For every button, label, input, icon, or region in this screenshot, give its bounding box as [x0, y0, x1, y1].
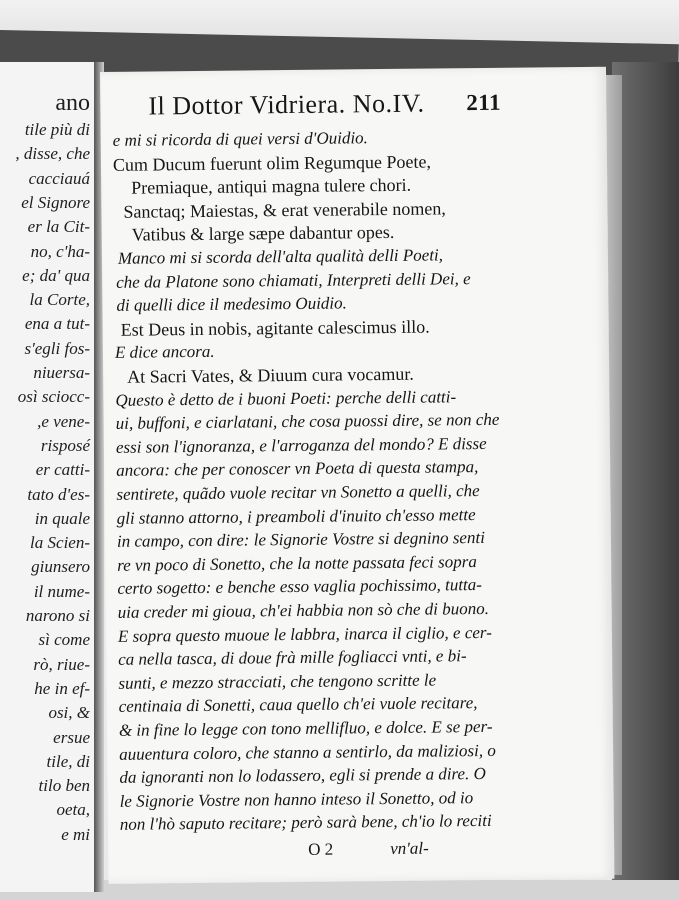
left-page-line-fragment: ,e vene- — [37, 411, 90, 431]
text-line: Est Deus in nobis, agitante calescimus illo. — [120, 316, 430, 340]
text-line: certo sogetto: e benche esso vaglia pochissimo, tutta- — [117, 575, 482, 599]
text-line: ca nella tasca, di doue frà mille fogliacci vnti, e bi- — [118, 646, 467, 670]
left-page-line-fragment: la Scien- — [30, 533, 90, 553]
left-page — [0, 62, 97, 892]
text-line: sunti, e mezzo stracciati, che tengono scritte le — [118, 670, 437, 693]
left-page-line-fragment: tile, di — [46, 751, 90, 771]
text-line: E dice ancora. — [114, 342, 215, 363]
left-page-line-fragment: osì sciocc- — [17, 387, 90, 407]
page-number: 211 — [466, 89, 502, 116]
text-line: & in fine lo legge con tono mellifluo, e dolce. E se per- — [118, 716, 493, 740]
text-line: gli stanno attorno, i preamboli d'inuito ch'esso mette — [116, 504, 476, 528]
left-page-heading-fragment: ano — [55, 90, 90, 116]
running-title: Il Dottor Vidriera. No.IV. — [148, 88, 425, 121]
left-page-line-fragment: il nume- — [33, 581, 90, 601]
text-line: sentirete, quãdo vuole recitar vn Sonetto a quelli, che — [116, 481, 480, 504]
left-page-line-fragment: tato d'es- — [27, 484, 90, 504]
text-line: che da Platone sono chiamati, Interpreti delli Dei, e — [116, 268, 471, 292]
text-line: At Sacri Vates, & Diuum cura vocamur. — [127, 363, 414, 387]
left-page-line-fragment: er la Cit- — [27, 217, 90, 237]
text-line: di quelli dice il medesimo Ouidio. — [116, 293, 347, 316]
left-page-line-fragment: he in ef- — [34, 678, 90, 698]
left-page-line-fragment: no, c'ha- — [30, 241, 90, 261]
left-page-line-fragment: giunsero — [31, 557, 90, 577]
text-line: le Signorie Vostre non hanno inteso il Sonetto, od io — [119, 787, 474, 811]
text-line: Questo è detto de i buoni Poeti: perche delli catti- — [115, 386, 457, 410]
left-page-line-fragment: cacciauá — [28, 168, 90, 188]
text-line: Manco mi si scorda dell'alta qualità delli Poeti, — [117, 245, 444, 268]
left-page-line-fragment: sì come — [38, 630, 90, 650]
text-line: auuentura coloro, che stanno a sentirlo, da maliziosi, o — [119, 740, 496, 764]
left-page-line-fragment: e; da' qua — [22, 265, 90, 285]
left-page-line-fragment: ersue — [53, 727, 90, 747]
text-line: Premiaque, antiqui magna tulere chori. — [131, 174, 412, 198]
left-page-line-fragment: narono si — [25, 606, 90, 625]
left-page-line-fragment: la Corte, — [29, 290, 90, 310]
text-line: E sopra questo muoue le labbra, inarca il ciglio, e cer- — [117, 622, 492, 646]
page-header — [148, 88, 502, 122]
left-page-line-fragment: in quale — [34, 508, 90, 528]
text-line: Vatibus & large sæpe dabantur opes. — [131, 222, 395, 246]
book-cover-right — [612, 62, 679, 900]
left-page-line-fragment: rò, riue- — [33, 654, 90, 674]
right-page — [100, 67, 614, 884]
left-page-line-fragment: tile più di — [24, 120, 90, 139]
text-line: ui, buffoni, e ciarlatani, che cosa puossi dire, se non che — [115, 410, 500, 434]
text-line: Cum Ducum fuerunt olim Regumque Poete, — [112, 151, 432, 175]
text-line: non l'hò saputo recitare; però sarà bene, ch'io lo reciti — [119, 811, 492, 835]
signature-mark: O 2 — [308, 839, 334, 859]
left-page-line-fragment: osi, & — [48, 703, 90, 723]
text-line: re vn poco di Sonetto, che la notte passata feci sopra — [117, 551, 477, 575]
text-line: ancora: che per conoscer vn Poeta di questa stampa, — [116, 457, 479, 481]
left-page-line-fragment: oeta, — [56, 800, 90, 820]
text-line: Sanctaq; Maiestas, & erat venerabile nomen, — [123, 198, 446, 222]
text-line: da ignoranti non lo lodassero, egli si prende a dire. O — [119, 764, 486, 788]
left-page-line-fragment: ena a tut- — [24, 314, 90, 334]
text-line: centinaia di Sonetti, caua quello ch'ei vuole recitare, — [118, 693, 478, 717]
left-page-line-fragment: tilo ben — [38, 776, 90, 796]
left-page-line-fragment: er catti- — [35, 460, 90, 480]
left-page-line-fragment: s'egli fos- — [24, 338, 90, 358]
left-page-line-fragment: , disse, che — [15, 144, 90, 164]
left-page-line-fragment: niuersa- — [33, 363, 90, 382]
left-page-line-fragment: risposé — [40, 435, 90, 455]
text-line: in campo, con dire: le Signorie Vostre si degnino senti — [116, 528, 485, 552]
text-line: essi son l'ignoranza, e l'arroganza del mondo? E disse — [115, 433, 487, 457]
text-line: e mi si ricorda di quei versi d'Ouidio. — [112, 128, 368, 150]
text-line: uia creder mi gioua, ch'ei habbia non sò che di buono. — [117, 598, 490, 622]
catchword: vn'al- — [390, 838, 429, 859]
left-page-line-fragment: e mi — [61, 824, 90, 844]
left-page-line-fragment: el Signore — [21, 192, 90, 212]
